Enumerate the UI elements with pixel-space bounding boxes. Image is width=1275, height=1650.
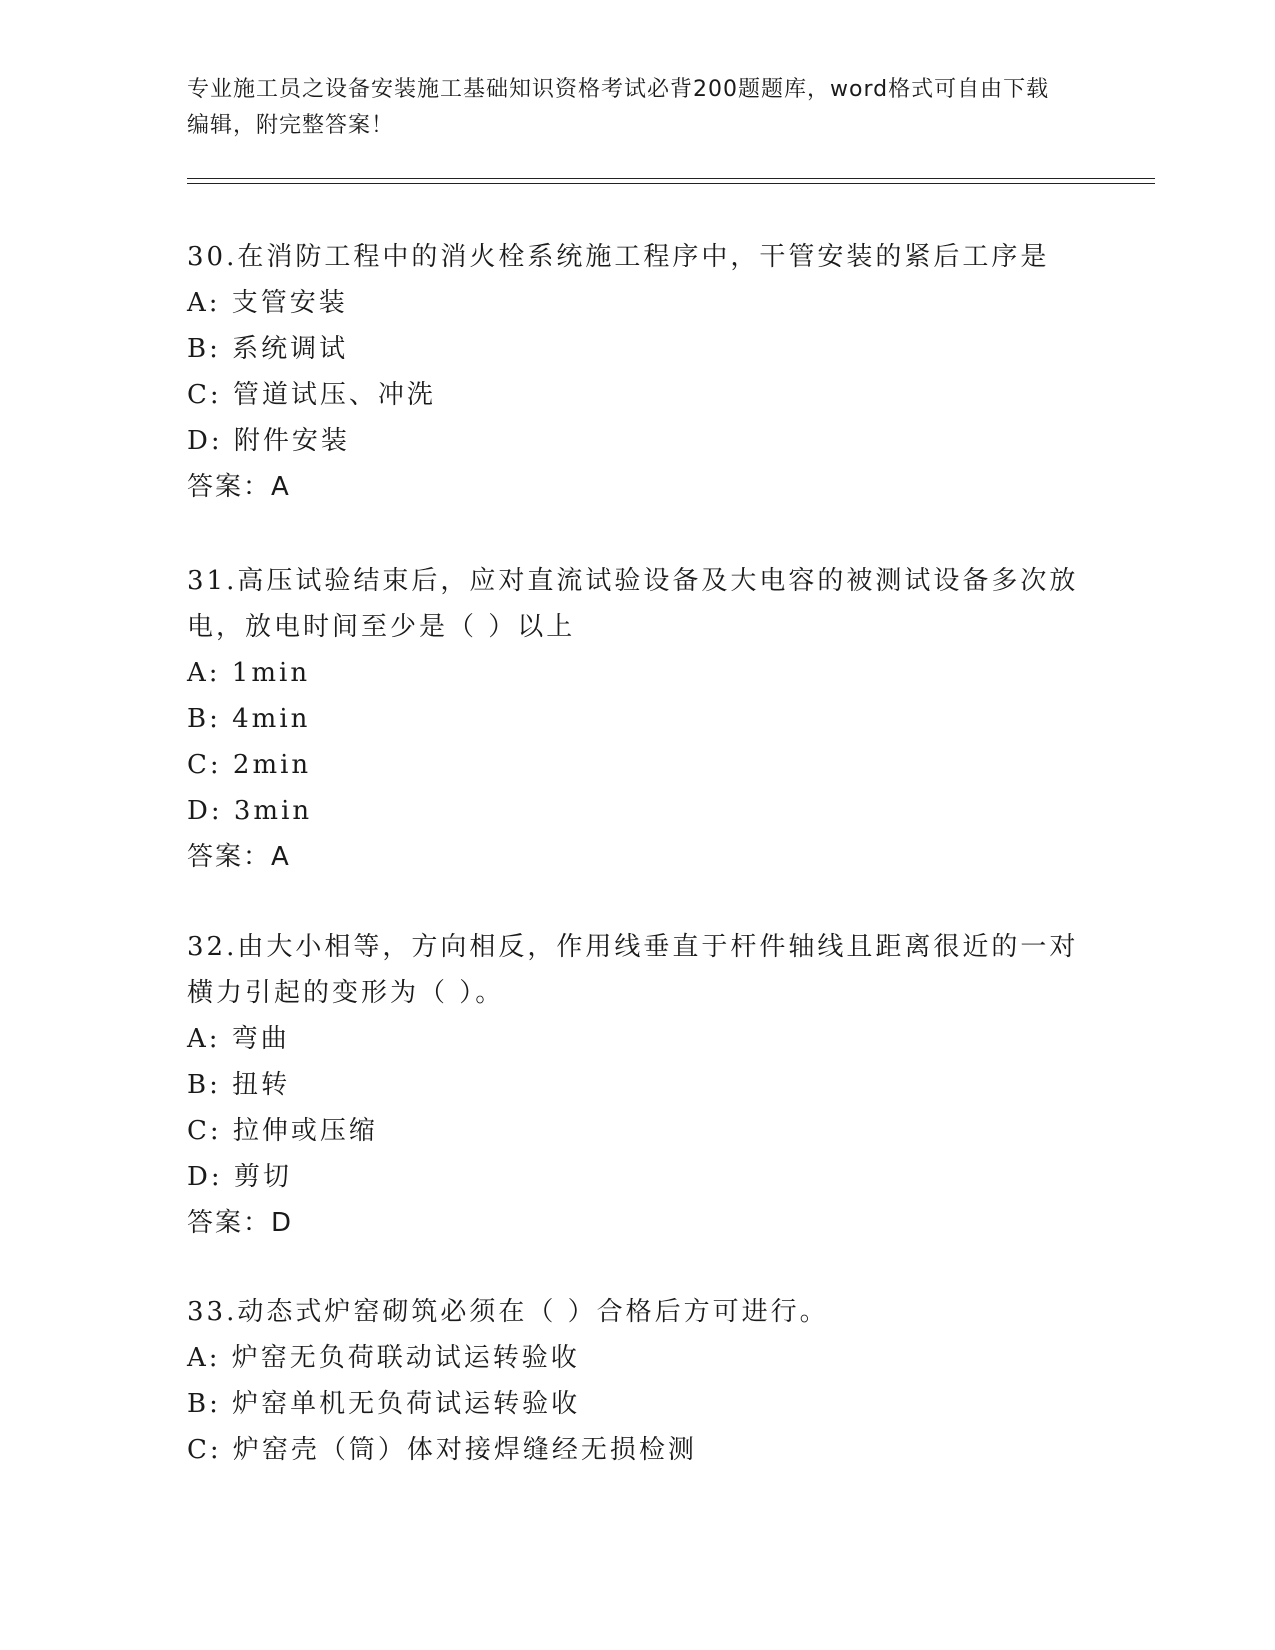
question-stem: 31.高压试验结束后，应对直流试验设备及大电容的被测试设备多次放电，放电时间至少是（ ）以上	[187, 566, 1079, 642]
option-d: D: 附件安装	[187, 426, 350, 456]
answer: 答案：A	[187, 842, 291, 872]
option-c: C: 炉窑壳（筒）体对接焊缝经无损检测	[187, 1435, 697, 1465]
question-stem: 33.动态式炉窑砌筑必须在（ ）合格后方可进行。	[187, 1297, 829, 1327]
question-stem: 30.在消防工程中的消火栓系统施工程序中，干管安装的紧后工序是	[187, 242, 1050, 272]
header-divider-bottom	[187, 183, 1155, 184]
question-31	[187, 558, 1087, 880]
option-b: B: 系统调试	[187, 334, 349, 364]
option-a: A: 1min	[187, 658, 311, 688]
option-d: D: 剪切	[187, 1162, 292, 1192]
option-a: A: 弯曲	[187, 1024, 290, 1054]
header-divider-top	[187, 178, 1155, 179]
option-c: C: 2min	[187, 750, 312, 780]
question-stem: 32.由大小相等，方向相反，作用线垂直于杆件轴线且距离很近的一对横力引起的变形为（ ）。	[187, 932, 1079, 1008]
option-c: C: 管道试压、冲洗	[187, 380, 436, 410]
option-a: A: 支管安装	[187, 288, 348, 318]
option-a: A: 炉窑无负荷联动试运转验收	[187, 1343, 580, 1373]
option-b: B: 扭转	[187, 1070, 291, 1100]
answer: 答案：D	[187, 1208, 294, 1238]
document-header: 专业施工员之设备安装施工基础知识资格考试必背200题题库，word格式可自由下载编辑，附完整答案！	[187, 77, 1050, 138]
option-b: B: 炉窑单机无负荷试运转验收	[187, 1389, 581, 1419]
answer: 答案：A	[187, 472, 291, 502]
question-32	[187, 924, 1087, 1246]
option-b: B: 4min	[187, 704, 311, 734]
question-30	[187, 234, 1087, 510]
option-c: C: 拉伸或压缩	[187, 1116, 378, 1146]
option-d: D: 3min	[187, 796, 313, 826]
question-33	[187, 1289, 1087, 1473]
